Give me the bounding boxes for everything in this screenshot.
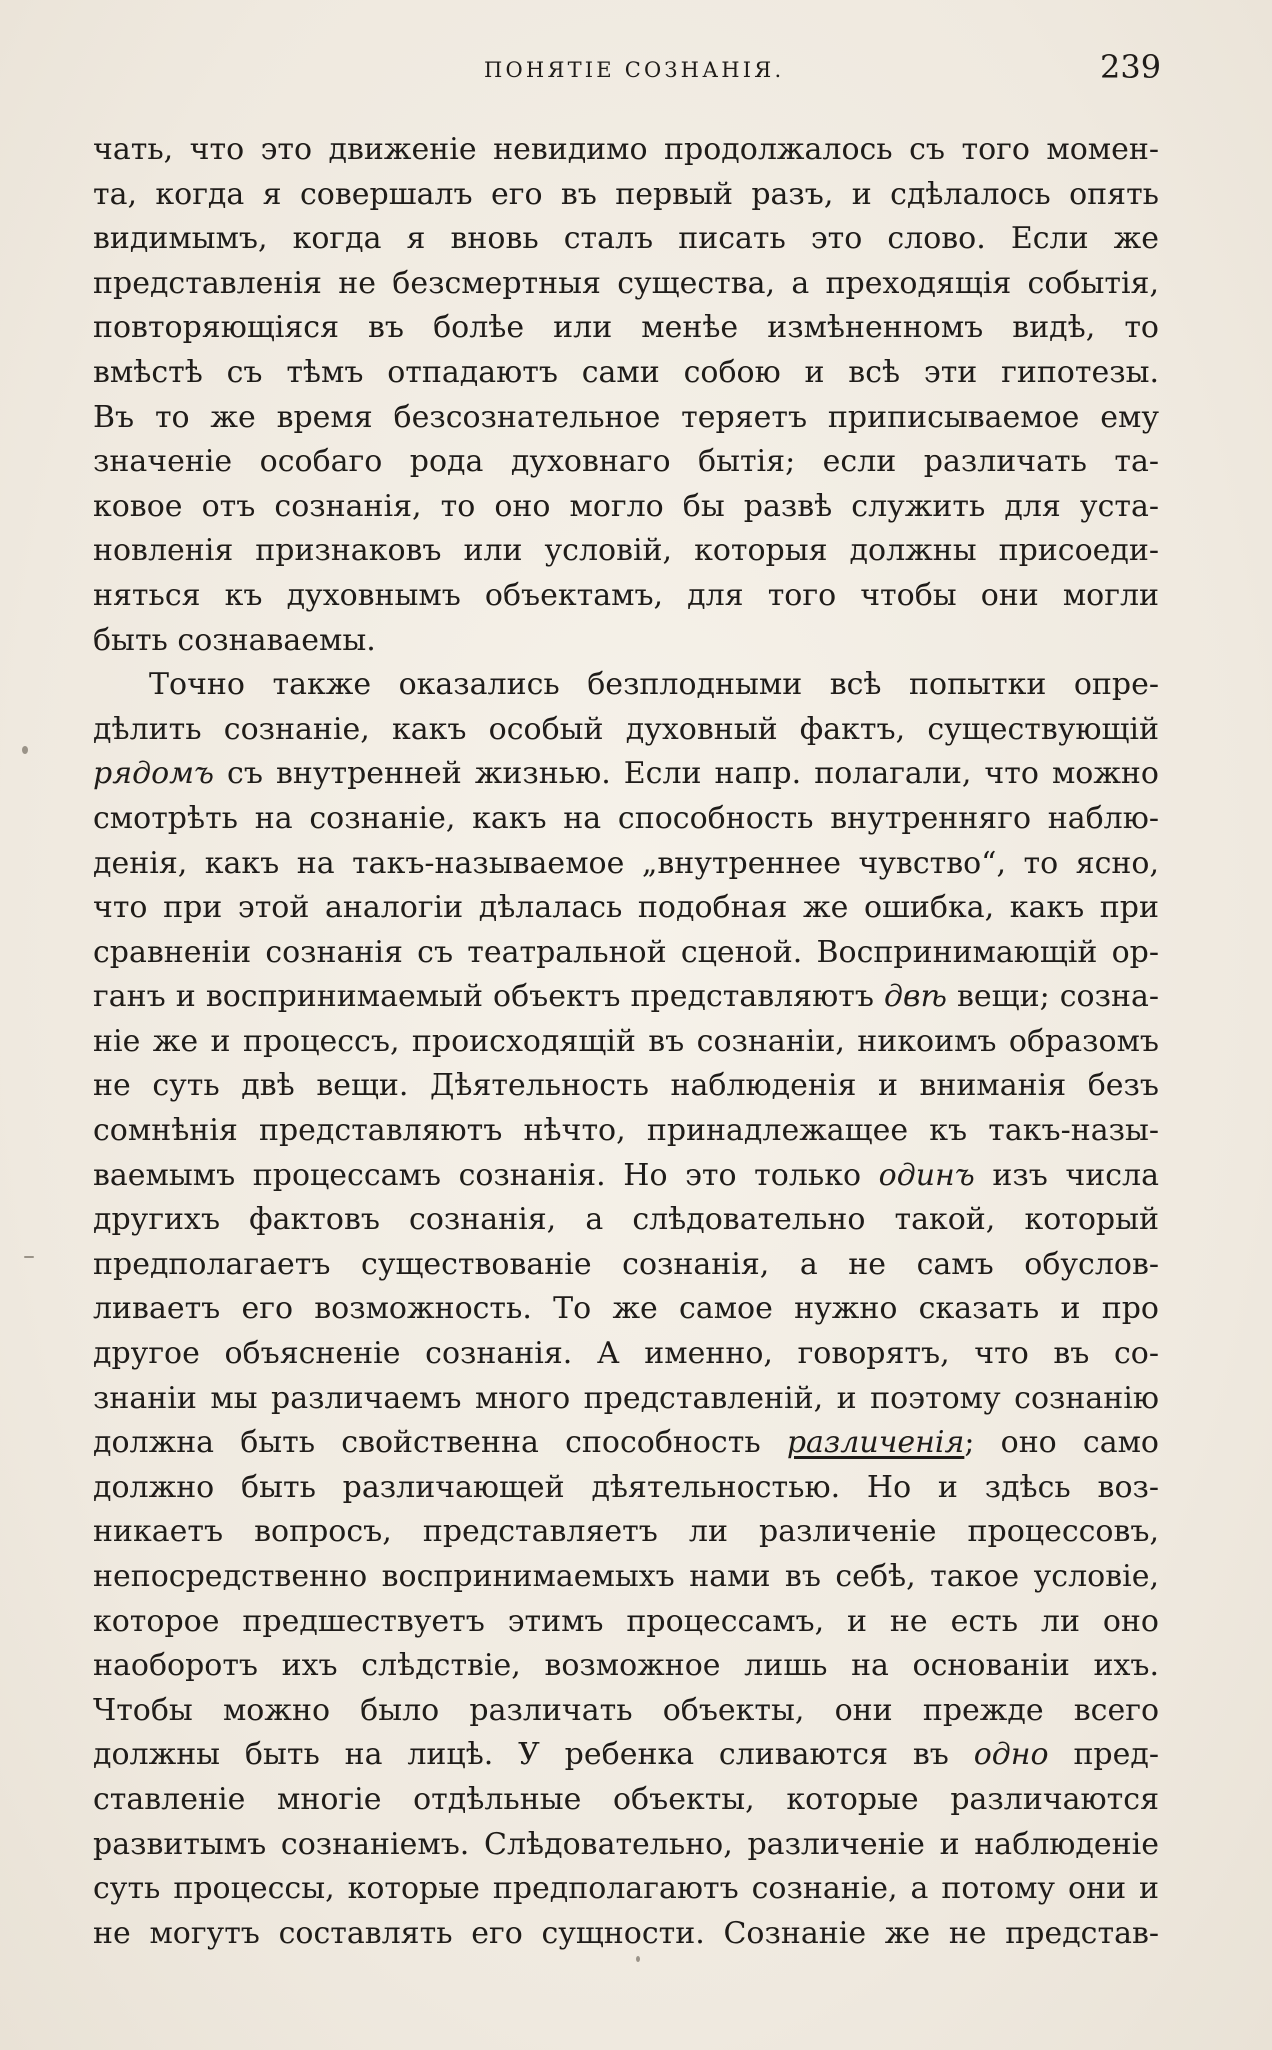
text-line [93, 1733, 1159, 1778]
text-span: ганъ и воспринимаемый объектъ представляютъ [93, 979, 884, 1015]
text-span: пред- [1048, 1737, 1160, 1773]
text-line: должно быть различающей дѣятельностью. Но и здѣсь воз- [93, 1469, 1159, 1505]
text-line: вмѣстѣ съ тѣмъ отпадаютъ сами собою и всѣ эти гипотезы. [93, 354, 1159, 390]
text-line: предполагаетъ существованіе сознанія, а не самъ обуслов- [93, 1246, 1159, 1282]
body-text [93, 128, 1159, 1956]
paper-speck [636, 1956, 640, 1962]
paragraph-1 [93, 128, 1159, 663]
text-line: другихъ фактовъ сознанія, а слѣдовательно такой, который [93, 1202, 1159, 1238]
paragraph-2 [93, 663, 1159, 1956]
text-line: дѣлить сознаніе, какъ особый духовный фактъ, существующій [93, 711, 1159, 747]
running-head [0, 48, 1272, 88]
text-line: видимымъ, когда я вновь сталъ писать это слово. Если же [93, 221, 1159, 257]
text-line: суть процессы, которые предполагаютъ сознаніе, а потому они и [93, 1871, 1159, 1907]
text-span: должна быть свойственна способность [93, 1425, 787, 1461]
italic-word: одинъ [878, 1157, 975, 1193]
text-line: Чтобы можно было различать объекты, они прежде всего [93, 1692, 1159, 1728]
text-line: не суть двѣ вещи. Дѣятельность наблюденія и вниманія безъ [93, 1068, 1159, 1104]
text-span: изъ числа [974, 1157, 1159, 1193]
text-line: другое объясненіе сознанія. А именно, говорятъ, что въ со- [93, 1336, 1159, 1372]
text-line: непосредственно воспринимаемыхъ нами въ себѣ, такое условіе, [93, 1559, 1159, 1594]
text-line: повторяющіяся въ болѣе или менѣе измѣненномъ видѣ, то [93, 310, 1159, 346]
text-line: которое предшествуетъ этимъ процессамъ, и не есть ли оно [93, 1603, 1159, 1639]
text-line: знаніи мы различаемъ много представленій, и поэтому сознанію [93, 1380, 1159, 1416]
italic-word: рядомъ [93, 756, 215, 792]
text-line: та, когда я совершалъ его въ первый разъ, и сдѣлалось опять [93, 176, 1159, 212]
text-line: сравненіи сознанія съ театральной сценой. Воспринимающій ор- [93, 934, 1159, 970]
text-span: съ внутренней жизнью. Если напр. полагали, что можно [214, 756, 1159, 792]
text-line: быть сознаваемы. [93, 622, 376, 658]
text-line: ставленіе многіе отдѣльные объекты, которые различаются [93, 1781, 1159, 1817]
italic-word: одно [973, 1737, 1049, 1773]
text-line: ливаетъ его возможность. То же самое нужно сказать и про [93, 1291, 1159, 1327]
text-line: чать, что это движеніе невидимо продолжалось съ того момен- [93, 132, 1159, 167]
text-line [93, 975, 1159, 1020]
italic-underlined-word: различенія [786, 1425, 965, 1461]
text-span: должны быть на лицѣ. У ребенка сливаются въ [93, 1737, 974, 1773]
text-line: представленія не безсмертныя существа, а преходящія событія, [93, 265, 1159, 301]
text-line: что при этой аналогіи дѣлалась подобная же ошибка, какъ при [93, 890, 1159, 926]
text-line: значеніе особаго рода духовнаго бытія; если различать та- [93, 444, 1159, 480]
text-line: не могутъ составлять его сущности. Сознаніе же не представ- [93, 1915, 1159, 1951]
text-line: наоборотъ ихъ слѣдствіе, возможное лишь на основаніи ихъ. [93, 1648, 1159, 1684]
text-line: денія, какъ на такъ-называемое „внутреннее чувство“, то ясно, [93, 845, 1159, 881]
running-title: ПОНЯТІЕ СОЗНАНІЯ. [484, 58, 785, 82]
text-span: вещи; созна- [946, 979, 1159, 1015]
text-line: няться къ духовнымъ объектамъ, для того чтобы они могли [93, 577, 1159, 613]
text-line: Въ то же время безсознательное теряетъ приписываемое ему [93, 399, 1159, 435]
text-line [93, 1421, 1159, 1466]
page-number: 239 [1100, 48, 1162, 86]
text-line: сомнѣнія представляютъ нѣчто, принадлежащее къ такъ-назы- [93, 1113, 1159, 1149]
text-line [93, 1154, 1159, 1199]
text-line: Точно также оказались безплодными всѣ попытки опре- [149, 667, 1159, 703]
italic-word: двѣ [884, 979, 947, 1015]
text-span: ; оно само [964, 1425, 1159, 1461]
text-line: новленія признаковъ или условій, которыя должны присоеди- [93, 533, 1159, 569]
text-line: развитымъ сознаніемъ. Слѣдовательно, различеніе и наблюденіе [93, 1826, 1159, 1862]
text-line: ковое отъ сознанія, то оно могло бы развѣ служить для уста- [93, 488, 1159, 524]
text-span: ваемымъ процессамъ сознанія. Но это только [93, 1157, 879, 1193]
text-line [93, 752, 1159, 797]
text-line: ніе же и процессъ, происходящій въ сознаніи, никоимъ образомъ [93, 1023, 1159, 1059]
text-line: никаетъ вопросъ, представляетъ ли различеніе процессовъ, [93, 1514, 1159, 1550]
paper-speck [24, 1256, 34, 1258]
text-line: смотрѣть на сознаніе, какъ на способность внутренняго наблю- [93, 800, 1159, 836]
paper-speck [22, 746, 28, 754]
